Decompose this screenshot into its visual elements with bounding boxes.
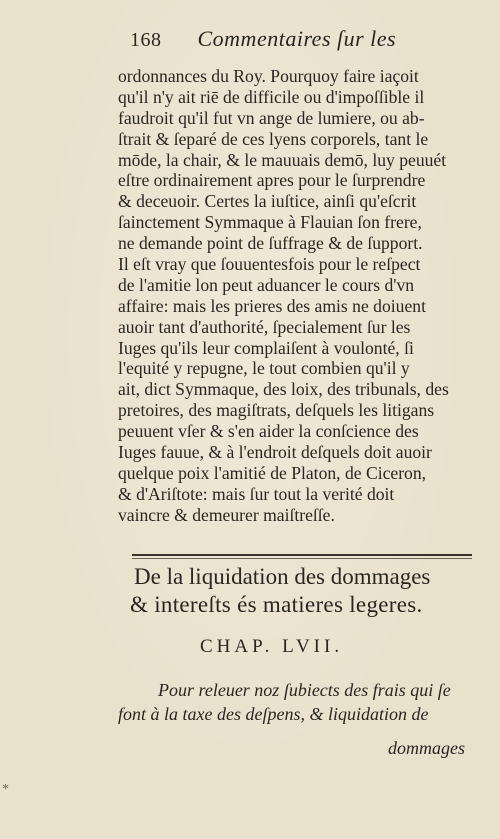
text-line: ſtrait & ſeparé de ces lyens corporels, tant le bbox=[118, 128, 429, 149]
text-line: auoir tant d'authorité, ſpecialement ſur les bbox=[118, 316, 411, 337]
page-header bbox=[130, 26, 420, 52]
text-line: mōde, la chair, & le mauuais demō, luy peuuét bbox=[118, 149, 447, 170]
chapter-summary bbox=[118, 678, 478, 726]
body-text bbox=[118, 66, 474, 526]
text-line: ordonnances du Roy. Pourquoy faire iaçoit bbox=[118, 66, 419, 86]
text-line: ſainctement Symmaque à Flauian ſon frere, bbox=[118, 212, 422, 233]
margin-mark: * bbox=[2, 782, 9, 797]
text-line: ne demande point de ſuffrage & de ſupport. bbox=[118, 233, 423, 254]
summary-line: font à la taxe des deſpens, & liquidation de bbox=[118, 704, 429, 724]
section-title-line: De la liquidation des dommages bbox=[134, 564, 431, 589]
section-title-line: & intereſts és matieres legeres. bbox=[130, 592, 423, 617]
text-line: & deceuoir. Certes la iuſtice, ainſi qu'eſcrit bbox=[118, 191, 417, 212]
text-line: quelque poix l'amitié de Platon, de Ciceron, bbox=[118, 462, 427, 483]
page-number: 168 bbox=[130, 29, 162, 51]
text-line: eſtre ordinairement apres pour le ſurprendre bbox=[118, 170, 426, 191]
text-line: peuuent vſer & s'en aider la conſcience des bbox=[118, 421, 419, 442]
section-divider-thin bbox=[132, 558, 472, 559]
catchword: dommages bbox=[388, 738, 465, 758]
text-line: ait, dict Symmaque, des loix, des tribunals, des bbox=[118, 379, 449, 400]
text-line: affaire: mais les prieres des amis ne doiuent bbox=[118, 295, 426, 316]
text-line: faudroit qu'il fut vn ange de lumiere, ou ab- bbox=[118, 107, 425, 128]
text-line: de l'amitie lon peut aduancer le cours d'vn bbox=[118, 274, 415, 295]
text-line: Il eſt vray que ſouuentesfois pour le reſpect bbox=[118, 254, 421, 275]
section-divider bbox=[132, 554, 472, 556]
text-line: qu'il n'y ait riē de difficile ou d'impoſſible il bbox=[118, 86, 425, 107]
text-line: pretoires, des magiſtrats, deſquels les litigans bbox=[118, 400, 435, 421]
text-line: & d'Ariſtote: mais ſur tout la verité doit bbox=[118, 483, 395, 504]
text-line: vaincre & demeurer maiſtreſſe. bbox=[118, 504, 335, 525]
text-line: Iuges fauue, & à l'endroit deſquels doit auoir bbox=[118, 442, 432, 463]
text-line: Iuges qu'ils leur complaiſent à voulonté, ſi bbox=[118, 337, 414, 358]
running-title: Commentaires ſur les bbox=[197, 26, 397, 51]
section-title bbox=[120, 563, 490, 619]
text-line: l'equité y repugne, le tout combien qu'il y bbox=[118, 358, 410, 379]
summary-line: Pour releuer noz ſubiects des frais qui ſe bbox=[158, 680, 451, 700]
chapter-heading: CHAP. LVII. bbox=[200, 636, 344, 657]
